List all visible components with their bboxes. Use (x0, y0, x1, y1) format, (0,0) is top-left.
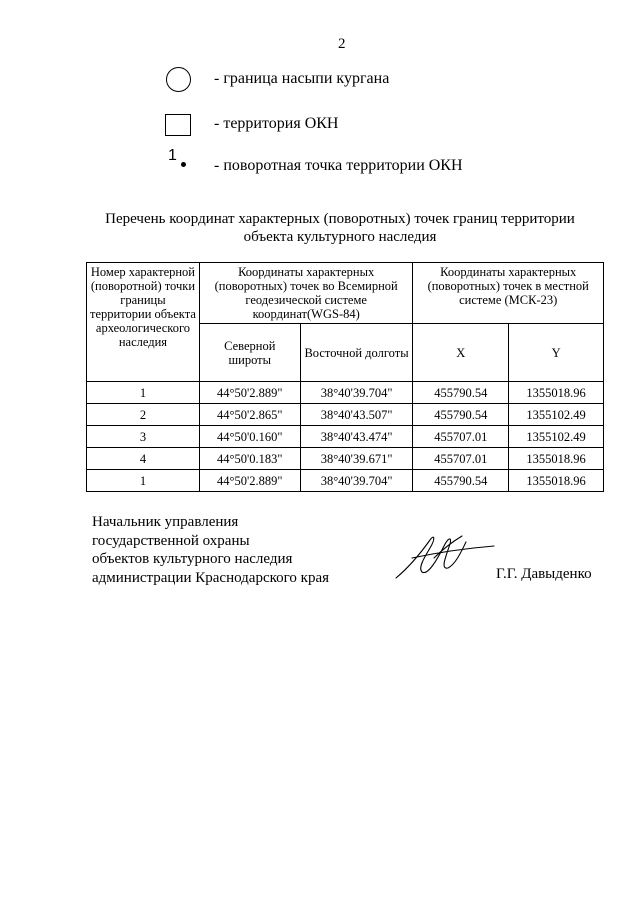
table-row (87, 426, 604, 448)
signer-name: Г.Г. Давыденко (496, 566, 592, 582)
position-line: объектов культурного наследия (92, 551, 293, 567)
cell-x: 455790.54 (413, 470, 509, 492)
cell-point-number: 1 (87, 382, 200, 404)
cell-point-number: 1 (87, 470, 200, 492)
cell-point-number: 3 (87, 426, 200, 448)
legend-item-turning-point (162, 147, 463, 179)
cell-latitude: 44°50'2.865" (199, 404, 300, 426)
coordinates-table (86, 262, 604, 492)
handwritten-signature (390, 528, 500, 584)
position-line: Начальник управления (92, 514, 239, 530)
page-number: 2 (338, 36, 346, 52)
table-title (60, 210, 620, 246)
signatory-position (92, 513, 329, 587)
cell-latitude: 44°50'0.183" (199, 448, 300, 470)
cell-longitude: 38°40'39.704" (300, 470, 413, 492)
cell-x: 455707.01 (413, 426, 509, 448)
cell-y: 1355102.49 (509, 404, 604, 426)
table-row (87, 382, 604, 404)
cell-longitude: 38°40'43.474" (300, 426, 413, 448)
cell-longitude: 38°40'39.671" (300, 448, 413, 470)
header-latitude: Северной широты (199, 324, 300, 382)
turning-point-icon (162, 147, 194, 179)
cell-point-number: 4 (87, 448, 200, 470)
table-title-line-1: Перечень координат характерных (поворотных) точек границ территории (105, 211, 575, 227)
header-wgs84: Координаты характерных (поворотных) точек во Всемирной геодезической системе координат(WGS-84) (199, 263, 413, 324)
table-title-line-2: объекта культурного наследия (243, 229, 437, 245)
circle-icon (162, 66, 194, 92)
table-row (87, 470, 604, 492)
point-number: 1 (168, 147, 177, 164)
cell-y: 1355018.96 (509, 448, 604, 470)
table-row (87, 448, 604, 470)
legend-text: - территория ОКН (214, 115, 339, 132)
position-line: государственной охраны (92, 532, 250, 549)
cell-x: 455707.01 (413, 448, 509, 470)
position-line: администрации Краснодарского края (92, 569, 330, 586)
cell-y: 1355102.49 (509, 426, 604, 448)
header-longitude: Восточной долготы (300, 324, 413, 382)
legend-item-okn-territory (162, 111, 338, 137)
legend-text: - поворотная точка территории ОКН (214, 157, 463, 174)
cell-longitude: 38°40'39.704" (300, 382, 413, 404)
cell-y: 1355018.96 (509, 382, 604, 404)
header-msk23: Координаты характерных (поворотных) точек в местной системе (МСК-23) (413, 263, 604, 324)
header-point-number: Номер характерной (поворотной) точки границы территории объекта археологического наследия (87, 263, 200, 382)
header-x: X (413, 324, 509, 382)
cell-latitude: 44°50'2.889" (199, 470, 300, 492)
cell-latitude: 44°50'2.889" (199, 382, 300, 404)
cell-latitude: 44°50'0.160" (199, 426, 300, 448)
cell-point-number: 2 (87, 404, 200, 426)
cell-x: 455790.54 (413, 404, 509, 426)
cell-longitude: 38°40'43.507" (300, 404, 413, 426)
cell-x: 455790.54 (413, 382, 509, 404)
square-icon (162, 111, 194, 137)
legend-item-mound-boundary (162, 66, 389, 92)
cell-y: 1355018.96 (509, 470, 604, 492)
table-row (87, 404, 604, 426)
header-y: Y (509, 324, 604, 382)
legend-text: - граница насыпи кургана (214, 70, 390, 87)
